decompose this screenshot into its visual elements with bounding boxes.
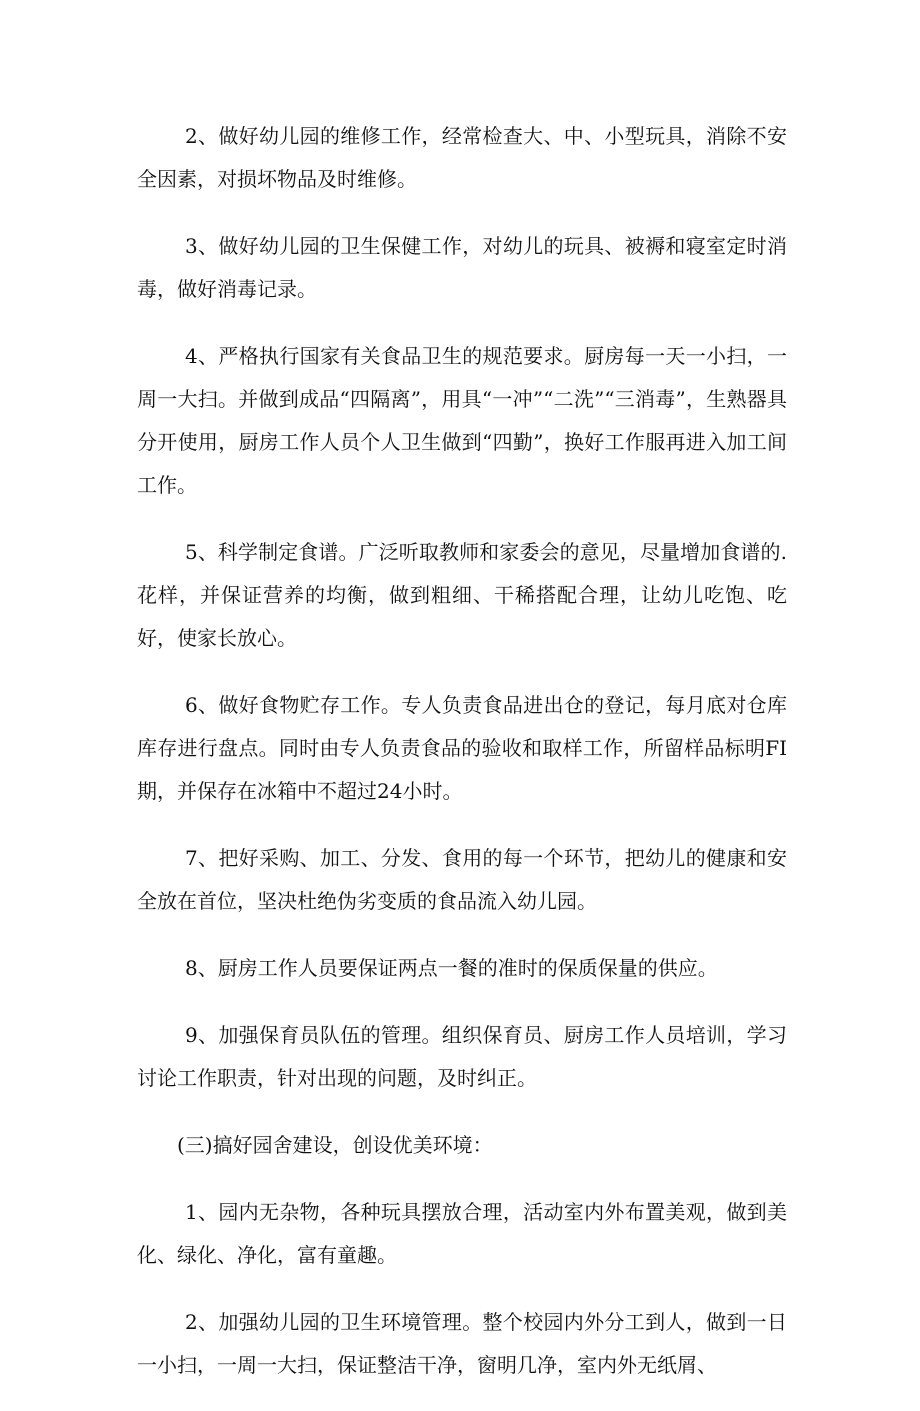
paragraph-item-9-staff-training: 9、加强保育员队伍的管理。组织保育员、厨房工作人员培训，学习讨论工作职责，针对出现的问题，及时纠正。 [137,1023,787,1090]
paragraph-item-2-environment: 2、加强幼儿园的卫生环境管理。整个校园内外分工到人，做到一日一小扫，一周一大扫，保证整洁干净，窗明几净，室内外无纸屑、 [137,1310,787,1377]
paragraph-item-2-maintenance: 2、做好幼儿园的维修工作，经常检查大、中、小型玩具，消除不安全因素，对损坏物品及时维修。 [137,124,787,191]
paragraph-item-3-hygiene: 3、做好幼儿园的卫生保健工作，对幼儿的玩具、被褥和寝室定时消毒，做好消毒记录。 [137,234,787,301]
paragraph-item-5-menu: 5、科学制定食谱。广泛听取教师和家委会的意见，尽量增加食谱的.花样，并保证营养的均衡，做到粗细、干稀搭配合理，让幼儿吃饱、吃好，使家长放心。 [137,540,787,650]
document-body [137,115,787,1411]
paragraph-item-1-campus-layout: 1、园内无杂物，各种玩具摆放合理，活动室内外布置美观，做到美化、绿化、净化，富有童趣。 [137,1200,787,1267]
paragraph-item-6-storage: 6、做好食物贮存工作。专人负责食品进出仓的登记，每月底对仓库库存进行盘点。同时由专人负责食品的验收和取样工作，所留样品标明FI期，并保存在冰箱中不超过24小时。 [137,693,787,803]
paragraph-item-4-food-safety: 4、严格执行国家有关食品卫生的规范要求。厨房每一天一小扫，一周一大扫。并做到成品“四隔离”，用具“一冲”“二洗”“三消毒”，生熟器具分开使用，厨房工作人员个人卫生做到“四勤”，换好工作服再进入加工间工作。 [137,344,787,497]
paragraph-item-7-purchasing: 7、把好采购、加工、分发、食用的每一个环节，把幼儿的健康和安全放在首位，坚决杜绝伪劣变质的食品流入幼儿园。 [137,846,787,913]
paragraph-item-8-kitchen-staff: 8、厨房工作人员要保证两点一餐的准时的保质保量的供应。 [185,956,718,980]
section-heading-campus: (三)搞好园舍建设，创设优美环境： [177,1133,493,1157]
